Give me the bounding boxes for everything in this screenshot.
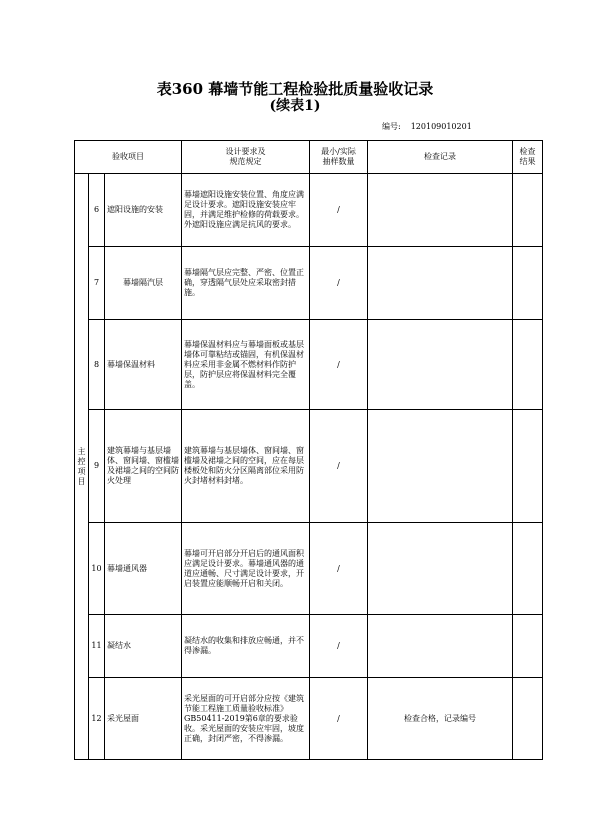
row-result [513, 410, 543, 523]
row-requirement: 凝结水的收集和排放应畅通，并不得渗漏。 [182, 615, 310, 678]
row-name: 采光屋面 [105, 678, 182, 760]
row-name: 幕墙通风器 [105, 523, 182, 615]
row-number: 9 [89, 410, 105, 523]
row-number: 12 [89, 678, 105, 760]
header-requirement: 设计要求及 规范规定 [182, 141, 310, 174]
row-name: 幕墙隔汽层 [105, 247, 182, 320]
row-sample: / [310, 615, 368, 678]
row-name: 幕墙保温材料 [105, 320, 182, 410]
header-result: 检查 结果 [513, 141, 543, 174]
row-name: 建筑幕墙与基层墙体、窗间墙、窗槛墙及裙墙之间的空间防火处理 [105, 410, 182, 523]
row-requirement: 幕墙可开启部分开启后的通风面积应满足设计要求。幕墙通风器的通道应通畅、尺寸满足设计要求，开启装置应能顺畅开启和关闭。 [182, 523, 310, 615]
table-row [75, 523, 543, 615]
row-record [368, 615, 513, 678]
row-requirement: 幕墙遮阳设施安装位置、角度应满足设计要求。遮阳设施安装应牢固，并满足维护检修的荷载要求。外遮阳设施应满足抗风的要求。 [182, 174, 310, 247]
table-row [75, 410, 543, 523]
row-result [513, 615, 543, 678]
table-row [75, 247, 543, 320]
row-name: 遮阳设施的安装 [105, 174, 182, 247]
code-value: 120109010201 [410, 122, 472, 131]
row-record [368, 174, 513, 247]
row-number: 8 [89, 320, 105, 410]
inspection-table [74, 140, 543, 760]
row-record: 检查合格，记录编号 [368, 678, 513, 760]
row-sample: / [310, 247, 368, 320]
row-requirement: 建筑幕墙与基层墙体、窗间墙、窗槛墙及裙墙之间的空间，应在每层楼板处和防火分区隔离部位采用防火封堵材料封堵。 [182, 410, 310, 523]
row-sample: / [310, 678, 368, 760]
main-control-label: 主 控 项 目 [75, 174, 89, 760]
row-requirement: 幕墙保温材料应与幕墙面板或基层墙体可靠粘结或锚固，有机保温材料应采用非金属不燃材料作防护层，防护层应将保温材料完全覆盖。 [182, 320, 310, 410]
row-record [368, 410, 513, 523]
row-result [513, 247, 543, 320]
row-result [513, 678, 543, 760]
row-sample: / [310, 410, 368, 523]
row-requirement: 幕墙隔气层应完整、严密、位置正确，穿透隔气层处应采取密封措施。 [182, 247, 310, 320]
header-item: 验收项目 [75, 141, 182, 174]
row-sample: / [310, 523, 368, 615]
row-record [368, 247, 513, 320]
row-sample: / [310, 174, 368, 247]
row-number: 7 [89, 247, 105, 320]
table-row [75, 320, 543, 410]
header-sample: 最小/实际 抽样数量 [310, 141, 368, 174]
row-result [513, 174, 543, 247]
row-number: 6 [89, 174, 105, 247]
table-row [75, 174, 543, 247]
row-name: 凝结水 [105, 615, 182, 678]
document-subtitle: (续表1) [269, 98, 321, 114]
row-requirement: 采光屋面的可开启部分应按《建筑节能工程施工质量验收标准》GB50411-2019第6章的要求验收。采光屋面的安装应牢固，坡度正确，封闭严密，不得渗漏。 [182, 678, 310, 760]
table-header-row [75, 141, 543, 174]
table-row [75, 615, 543, 678]
row-result [513, 320, 543, 410]
table-row [75, 678, 543, 760]
document-code [382, 121, 482, 132]
row-number: 10 [89, 523, 105, 615]
row-record [368, 523, 513, 615]
row-number: 11 [89, 615, 105, 678]
code-label: 编号: [382, 122, 401, 131]
row-record [368, 320, 513, 410]
header-record: 检查记录 [368, 141, 513, 174]
document-title: 表360 幕墙节能工程检验批质量验收记录 [156, 80, 434, 98]
row-result [513, 523, 543, 615]
row-sample: / [310, 320, 368, 410]
